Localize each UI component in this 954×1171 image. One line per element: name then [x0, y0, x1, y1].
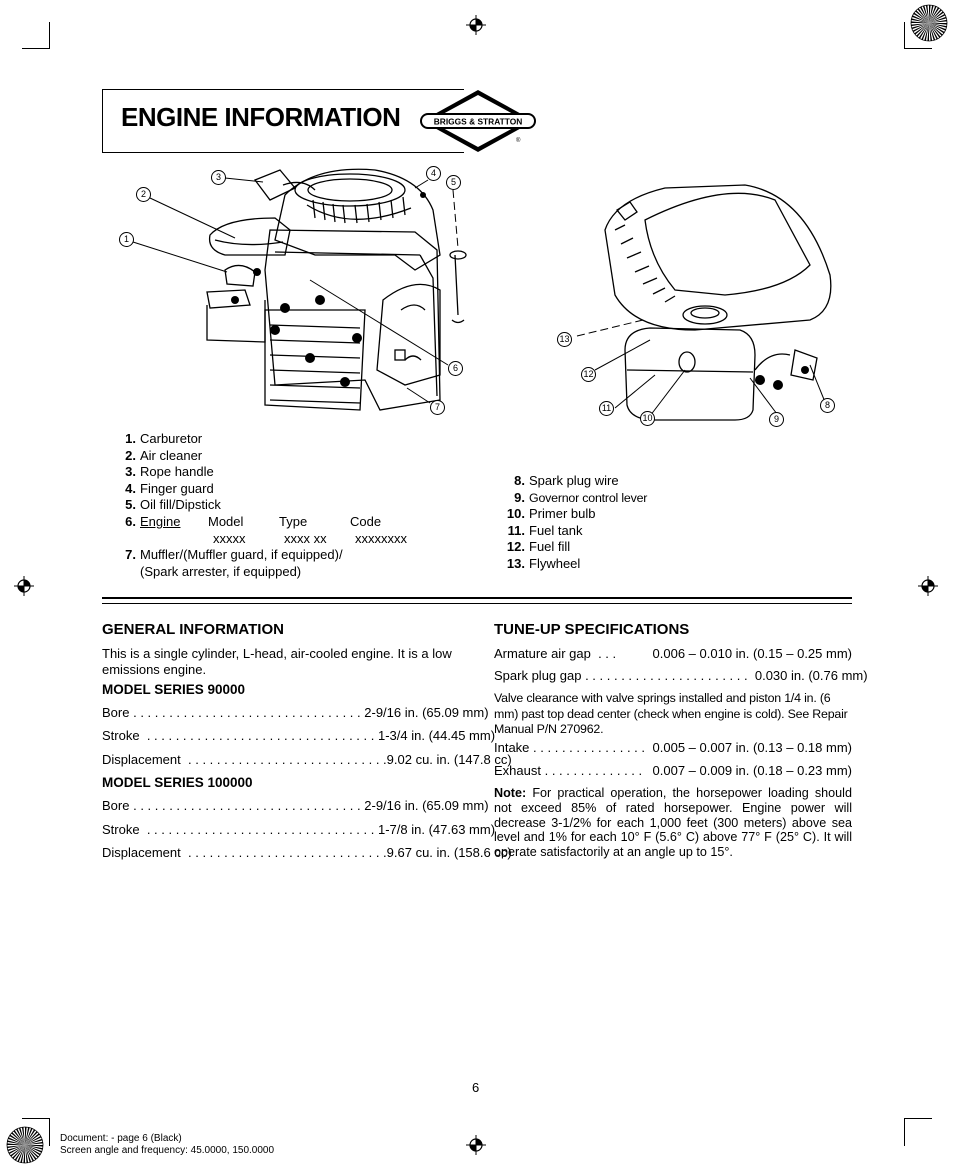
series-90000-heading: MODEL SERIES 90000	[102, 682, 246, 697]
logo-registered-mark: ®	[516, 138, 521, 144]
callout-9: 9	[769, 412, 784, 427]
spec-row-armature-gap: Armature air gap . . . 0.006 – 0.010 in. (0.15 – 0.25 mm)	[494, 646, 852, 661]
spec-row-bore-100000: Bore . . . . . . . . . . . . . . . . . . . . . . . . . . . . . . . . 2-9/16 in. (65.09 mm)	[102, 798, 489, 813]
callout-2: 2	[136, 187, 151, 202]
legend-item: 4. Finger guard	[125, 480, 214, 496]
operation-note	[494, 786, 852, 860]
legend-item-engine: 6. Engine Model Type Code	[125, 513, 382, 529]
registration-target-left-icon	[14, 575, 34, 597]
crop-mark-tr-v	[904, 22, 905, 49]
callout-10: 10	[640, 411, 655, 426]
page-title: ENGINE INFORMATION	[121, 102, 401, 132]
spec-row-displacement-100000: Displacement . . . . . . . . . . . . . . . . . . . . . . . . . . . . 9.67 cu. in. (158.6 cc)	[102, 845, 512, 860]
crop-mark-br-h	[904, 1118, 932, 1119]
engine-left-illustration	[115, 160, 470, 425]
legend-item: 9. Governor control lever	[514, 489, 648, 505]
section-divider-thick	[102, 597, 852, 599]
callout-6: 6	[448, 361, 463, 376]
footer-line-1: Document: - page 6 (Black)	[60, 1133, 182, 1144]
registration-target-top-icon	[466, 14, 486, 36]
starburst-bottom-left-icon	[6, 1126, 44, 1164]
spec-row-intake: Intake . . . . . . . . . . . . . . . . 0.005 – 0.007 in. (0.13 – 0.18 mm)	[494, 740, 852, 755]
legend-item: 1. Carburetor	[125, 431, 203, 446]
engine-right-illustration	[555, 180, 845, 425]
spec-row-stroke-90000: Stroke . . . . . . . . . . . . . . . . . . . . . . . . . . . . . . . . 1-3/4 in. (44.45 mm)	[102, 728, 496, 743]
crop-mark-br-v	[904, 1118, 905, 1146]
print-footer	[60, 1133, 274, 1157]
crop-mark-bl-h	[22, 1118, 50, 1119]
spec-row-exhaust: Exhaust . . . . . . . . . . . . . . 0.007 – 0.009 in. (0.18 – 0.23 mm)	[494, 763, 852, 778]
starburst-top-right-icon	[910, 4, 948, 42]
series-100000-heading: MODEL SERIES 100000	[102, 775, 253, 790]
spec-row-bore-90000: Bore . . . . . . . . . . . . . . . . . . . . . . . . . . . . . . . . 2-9/16 in. (65.09 mm)	[102, 705, 489, 720]
legend-item: 3. Rope handle	[125, 464, 214, 480]
legend-item: 2. Air cleaner	[125, 447, 203, 463]
callout-4: 4	[426, 166, 441, 181]
callout-7: 7	[430, 400, 445, 415]
callout-3: 3	[211, 170, 226, 185]
legend-item: 12. Fuel fill	[506, 539, 571, 555]
logo-text: BRIGGS & STRATTON	[433, 116, 523, 127]
callout-8: 8	[820, 398, 835, 413]
callout-5: 5	[446, 175, 461, 190]
legend-item: 8. Spark plug wire	[514, 473, 619, 488]
section-divider-thin	[102, 603, 852, 604]
spec-row-stroke-100000: Stroke . . . . . . . . . . . . . . . . . . . . . . . . . . . . . . . . 1-7/8 in. (47.63 mm)	[102, 822, 496, 837]
legend-item-muffler-line2: (Spark arrester, if equipped)	[140, 563, 302, 579]
note-label: Note:	[494, 786, 527, 800]
parts-legend-left	[100, 431, 407, 580]
legend-item: 5. Oil fill/Dipstick	[125, 497, 221, 513]
general-info-heading: GENERAL INFORMATION	[102, 621, 284, 638]
legend-item-engine-values: xxxxx xxxx xx xxxxxxxx	[213, 530, 407, 546]
general-info-intro: This is a single cylinder, L-head, air-cooled engine. It is a low emissions engine.	[102, 646, 452, 677]
spec-row-spark-plug-gap: Spark plug gap . . . . . . . . . . . . . . . . . . . . . . . 0.030 in. (0.76 mm)	[494, 668, 868, 683]
callout-1: 1	[119, 232, 134, 247]
crop-mark-tl-v	[49, 22, 50, 49]
legend-item: 11. Fuel tank	[507, 522, 583, 538]
legend-item: 13. Flywheel	[506, 555, 581, 571]
tuneup-heading: TUNE-UP SPECIFICATIONS	[494, 621, 690, 638]
valve-clearance-note: Valve clearance with valve springs installed and piston 1/4 in. (6 mm) past top dead center (check when engine is cold). See Repair Manual P/N 270962.	[494, 691, 848, 736]
registration-target-bottom-icon	[466, 1134, 486, 1156]
spec-row-displacement-90000: Displacement . . . . . . . . . . . . . . . . . . . . . . . . . . . . 9.02 cu. in. (147.8 cc)	[102, 752, 512, 767]
parts-legend-right	[483, 473, 647, 573]
callout-13: 13	[557, 332, 572, 347]
legend-item-muffler: 7. Muffler/(Muffler guard, if equipped)/	[125, 547, 343, 563]
crop-mark-tr-h	[904, 48, 932, 49]
briggs-stratton-logo	[418, 88, 538, 154]
page-number: 6	[472, 1080, 480, 1095]
callout-12: 12	[581, 367, 596, 382]
crop-mark-bl-v	[49, 1118, 50, 1146]
registration-target-right-icon	[918, 575, 938, 597]
note-text: For practical operation, the horsepower loading should not exceed 85% of rated horsepower. Engine power will decrease 3-1/2% for each 1,000 feet (300 meters) above sea level and 1% for each 10° F (5.6° C) above 77° F (25° C). It will operate satisfactorily at an angle up to 15°.	[494, 786, 852, 860]
legend-item: 10. Primer bulb	[506, 506, 596, 522]
callout-11: 11	[599, 401, 614, 416]
footer-line-2: Screen angle and frequency: 45.0000, 150.0000	[60, 1145, 275, 1156]
crop-mark-tl-h	[22, 48, 50, 49]
